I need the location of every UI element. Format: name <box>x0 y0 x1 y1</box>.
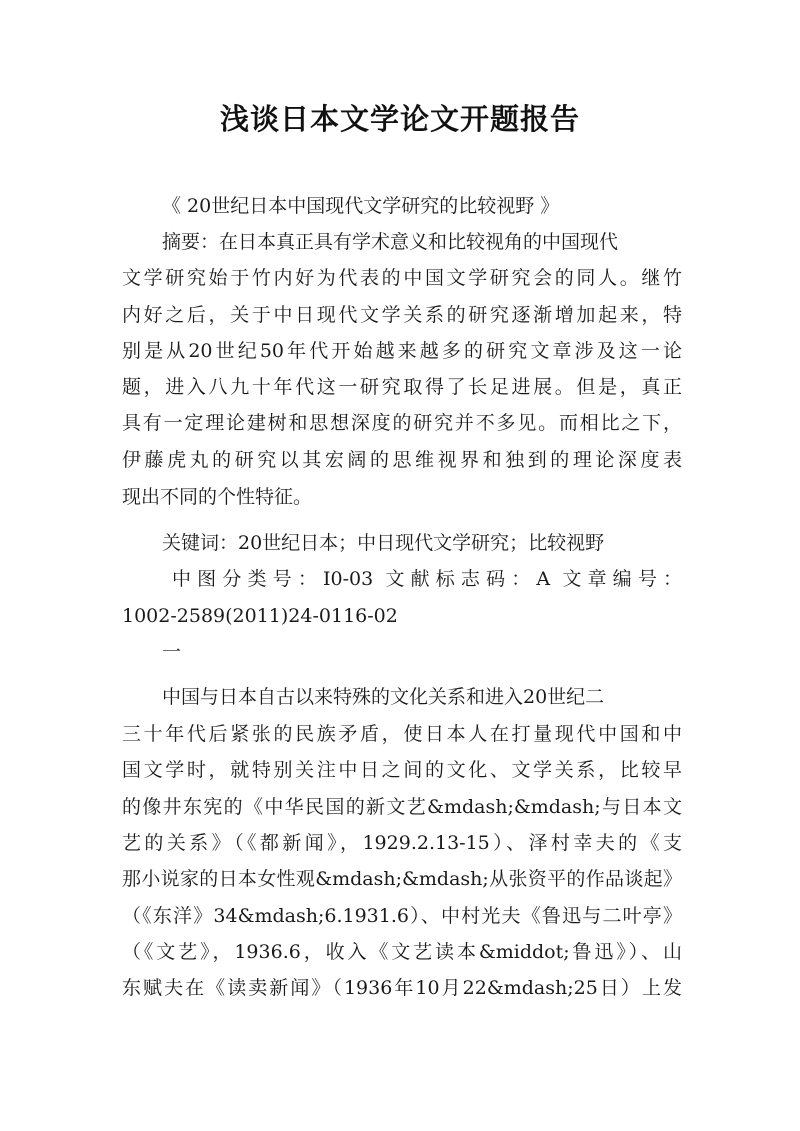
abstract-line: 别是从20世纪50年代开始越来越多的研究文章涉及这一论 <box>122 340 682 362</box>
abstract-line: 题，进入八九十年代这一研究取得了长足进展。但是，真正 <box>122 376 682 398</box>
body-line: 中国与日本自古以来特殊的文化关系和进入20世纪二 <box>162 686 605 708</box>
body-line: 的像井东宪的《中华民国的新文艺&mdash;&mdash;与日本文 <box>122 796 682 818</box>
abstract-line: 摘要：在日本真正具有学术意义和比较视角的中国现代 <box>162 231 619 253</box>
classification-line: 中图分类号：I0-03 文献标志码：A 文章编号： <box>172 568 682 590</box>
body-line: （《文艺》，1936.6，收入《文艺读本&middot;鲁迅》）、山 <box>122 941 682 963</box>
abstract-line: 具有一定理论建树和思想深度的研究并不多见。而相比之下， <box>122 412 682 434</box>
abstract-line: 现出不同的个性特征。 <box>122 486 313 508</box>
abstract-line: 内好之后，关于中日现代文学关系的研究逐渐增加起来，特 <box>122 304 682 326</box>
article-number: 1002-2589(2011)24-0116-02 <box>122 605 398 627</box>
body-line: 那小说家的日本女性观&mdash;&mdash;从张资平的作品谈起》 <box>122 868 682 890</box>
section-number: 一 <box>162 641 182 663</box>
body-line: 三十年代后紧张的民族矛盾，使日本人在打量现代中国和中 <box>122 723 682 745</box>
body-line: （《东洋》34&mdash;6.1931.6）、中村光夫《鲁迅与二叶亭》 <box>122 905 682 927</box>
abstract-line: 文学研究始于竹内好为代表的中国文学研究会的同人。继竹 <box>122 267 682 289</box>
body-line: 东赋夫在《读卖新闻》（1936年10月22&mdash;25日）上发 <box>122 977 682 999</box>
body-line: 艺的关系》（《都新闻》，1929.2.13-15）、泽村幸夫的《支 <box>122 832 682 854</box>
subtitle: 《 20世纪日本中国现代文学研究的比较视野 》 <box>162 195 560 217</box>
document-title: 浅谈日本文学论文开题报告 <box>219 102 580 136</box>
keywords: 关键词：20世纪日本；中日现代文学研究；比较视野 <box>162 532 605 554</box>
body-line: 国文学时，就特别关注中日之间的文化、文学关系，比较早 <box>122 759 682 781</box>
abstract-line: 伊藤虎丸的研究以其宏阔的思维视界和独到的理论深度表 <box>122 449 682 471</box>
